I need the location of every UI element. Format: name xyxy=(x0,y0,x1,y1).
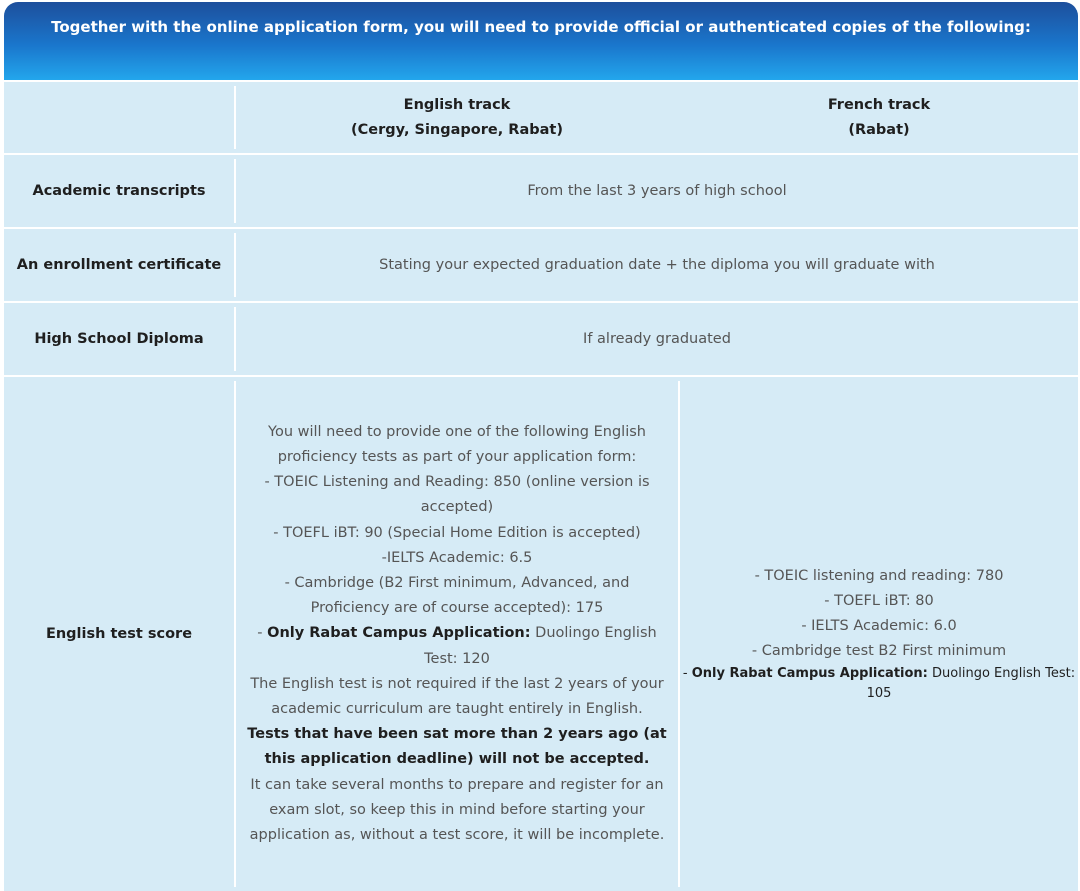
english-track-campuses: (Cergy, Singapore, Rabat) xyxy=(351,121,563,138)
french-track-header xyxy=(680,82,1078,153)
row-label: An enrollment certificate xyxy=(16,257,222,273)
row-label: English test score xyxy=(45,626,193,642)
english-toefl: - TOEFL iBT: 90 (Special Home Edition is accepted) xyxy=(273,524,641,541)
english-ielts: -IELTS Academic: 6.5 xyxy=(381,549,533,566)
english-expiry-warning: Tests that have been sat more than 2 years ago (at this application deadline) will not be accepted. xyxy=(247,726,667,768)
french-toefl: - TOEFL iBT: 80 xyxy=(824,592,934,609)
english-cambridge: - Cambridge (B2 First minimum, Advanced, and Proficiency are of course accepted): 175 xyxy=(284,574,630,617)
english-toeic: - TOEIC Listening and Reading: 850 (online version is accepted) xyxy=(264,474,650,516)
english-advice: It can take several months to prepare and register for an exam slot, so keep this in mind before starting your application as, without a test score, it will be incomplete. xyxy=(249,776,665,844)
column-header-row xyxy=(4,82,1078,153)
table-row xyxy=(4,229,1078,301)
table-row xyxy=(4,377,1078,891)
french-track-title: French track xyxy=(827,96,931,113)
english-rabat-duolingo: - Only Rabat Campus Application: Duolingo English Test: 120 xyxy=(257,625,657,667)
row-label: Academic transcripts xyxy=(32,183,206,199)
english-intro: You will need to provide one of the following English proficiency tests as part of your application form: xyxy=(268,423,646,465)
french-track-campuses: (Rabat) xyxy=(848,121,910,138)
row-value: Stating your expected graduation date + the diploma you will graduate with xyxy=(379,257,935,273)
french-track-requirements xyxy=(680,377,1078,891)
english-track-header xyxy=(236,82,678,153)
french-ielts: - IELTS Academic: 6.0 xyxy=(801,618,957,634)
french-toeic: - TOEIC listening and reading: 780 xyxy=(754,567,1004,584)
row-value: If already graduated xyxy=(583,331,731,347)
english-track-requirements xyxy=(236,377,678,891)
french-cambridge: - Cambridge test B2 First minimum xyxy=(751,643,1007,660)
table-header: Together with the online application form, you will need to provide official or authenticated copies of the following: xyxy=(4,2,1078,80)
english-track-title: English track xyxy=(403,96,511,113)
table-row xyxy=(4,155,1078,227)
row-label: High School Diploma xyxy=(34,331,204,347)
french-rabat-duolingo: - Only Rabat Campus Application: Duolingo English Test: 105 xyxy=(682,666,1076,702)
table-row xyxy=(4,303,1078,375)
english-not-required-note: The English test is not required if the last 2 years of your academic curriculum are taught entirely in English. xyxy=(250,675,664,717)
row-value: From the last 3 years of high school xyxy=(527,183,787,199)
